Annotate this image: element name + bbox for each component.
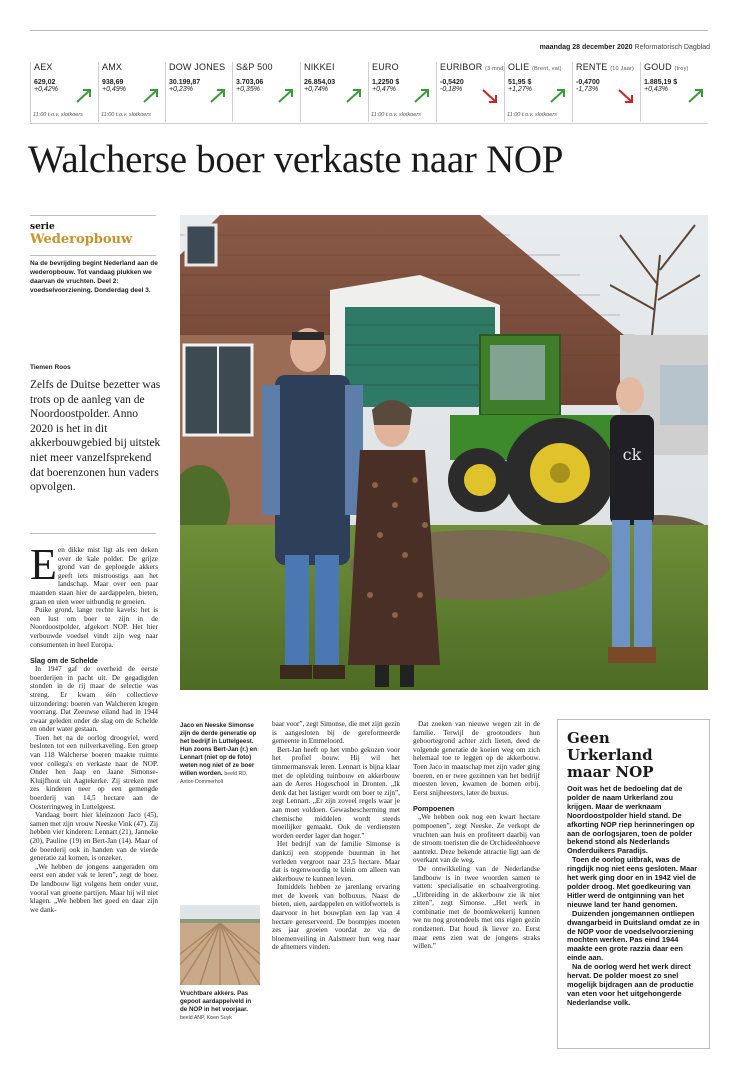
main-photo	[180, 215, 708, 690]
ticker-name	[169, 62, 230, 72]
field-caption-text: Vruchtbare akkers. Pas gepoot aardappelveld in de NOP in het voorjaar.	[180, 990, 252, 1013]
body-paragraph: Inmiddels hebben ze jarenlang ervaring met de kweek van bolbuxus. Naast de bieten, uien, aardappelen en witlofwortels is daarvoor in het bouwplan een lap van 4 hectare gereserveerd. De boompjes moeten zes jaar groeien voordat ze via de bloemenveiling in Aalsmeer hun weg naar de afnemers vinden.	[272, 883, 400, 952]
body-paragraph: Puike grond, lange rechte kavels: het is een lust om boer te zijn in de Noordoostpolder, afgekort NOP. Het hier verbouwde voedsel vindt zijn weg naar consumenten in heel Europa.	[30, 606, 158, 649]
ticker-change: +0,35%	[236, 86, 260, 93]
arrow-up-icon	[142, 88, 160, 104]
arrow-up-icon	[687, 88, 705, 104]
ticker-name-text: RENTE	[576, 62, 608, 72]
ticker-item	[232, 62, 298, 122]
ticker-note: 11:00 t.o.v. slotkoers	[371, 112, 421, 118]
serie-rule	[30, 215, 156, 216]
arrow-up-icon	[345, 88, 363, 104]
body-paragraph: „We hebben ook nog een kwart hectare pompoenen”, zegt Neeske. Ze verkopt de vruchten aan huis en profiteert daarbij van de stroom toeristen die de Orchideeënhoeve aantrekt. Deze bekende attractie ligt aan de overkant van de weg.	[413, 813, 540, 865]
ticker-name-text: AEX	[34, 62, 53, 72]
ticker-change: +0,47%	[372, 86, 396, 93]
ticker-note: 11:00 t.o.v. slotkoers	[101, 112, 151, 118]
ticker-name-text: OLIE	[508, 62, 530, 72]
ticker-name-text: DOW JONES	[169, 62, 226, 72]
author-byline: Tiemen Roos	[30, 364, 71, 371]
farm-family-photo	[180, 215, 708, 690]
photo-credit: beeld RD, Anton Dommerholt	[180, 771, 248, 785]
ticker-change: +0,49%	[102, 86, 126, 93]
ticker-name	[102, 62, 163, 72]
ticker-qualifier: (10 Jaar)	[610, 66, 635, 72]
body-paragraph: Toen het na de oorlog droogviel, werd besloten tot een ruilverkaveling. Een groep van 118 Walcherse boeren maakte ruimte voor collega's en verkaste naar de NOP. Onder hen Jaap en Jaane Simonse-Kluijfhout uit Aagtekerke. Zij streken met zes kinderen neer op een gemengde boerderij van 14,5 hectare aan de Oosterringweg in Luttelgeest.	[30, 733, 158, 811]
ticker-qualifier: (troy)	[674, 66, 689, 72]
sidebar-paragraph: Ooit was het de bedoeling dat de polder de naam Urkerland zou krijgen. Maar de werknaam Noordoostpolder hield stand. De afkorting NOP riep herinneringen op aan de oorlogsjaren, toen de polder bekend stond als Nederlands Onderduikers Paradijs.	[567, 784, 695, 856]
ticker-change: -1,73%	[576, 86, 599, 93]
arrow-down-icon	[481, 88, 499, 104]
market-ticker	[30, 62, 710, 124]
ticker-change: +0,43%	[644, 86, 668, 93]
ticker-value: 1.885,19 $	[644, 79, 678, 86]
ticker-value: -0,4700	[576, 79, 600, 86]
ticker-change: +0,74%	[304, 86, 328, 93]
ticker-note: 11:00 t.o.v. slotkoers	[33, 112, 83, 118]
serie-rule-bottom	[30, 255, 156, 256]
sidebar-box	[557, 719, 710, 1049]
ticker-change: -0,18%	[440, 86, 463, 93]
field-photo-credit: beeld ANP, Koen Suyk	[180, 1015, 232, 1021]
body-column-2	[272, 720, 400, 952]
sidebar-paragraph: Na de oorlog werd het werk direct hervat. De polder moest zo snel mogelijk bijdragen aan de productie van eten voor het uitgehongerde Nederlandse volk.	[567, 962, 694, 1007]
issue-date: maandag 28 december 2020	[539, 44, 633, 51]
ticker-item	[300, 62, 366, 122]
arrow-up-icon	[209, 88, 227, 104]
ticker-note: 11:00 t.o.v. slotkoers	[507, 112, 557, 118]
sidebar-title: Geen Urkerland maar NOP	[567, 729, 654, 781]
series-intro: Na de bevrijding begint Nederland aan de wederopbouw. Tot vandaag plukken we daarvan de vruchten. Deel 2: voedselvoorziening. Donderdag deel 3.	[30, 260, 158, 294]
ticker-name-text: EURIBOR	[440, 62, 483, 72]
serie-name: Wederopbouw	[30, 232, 133, 247]
ticker-item	[572, 62, 638, 122]
ticker-change: +0,23%	[169, 86, 193, 93]
arrow-up-icon	[277, 88, 295, 104]
arrow-up-icon	[413, 88, 431, 104]
ticker-name-text: EURO	[372, 62, 399, 72]
dateline	[520, 44, 710, 51]
body-paragraph: De ontwikkeling van de Nederlandse landbouw is in twee woorden samen te vatten: specialisatie en schaalvergroting. „Uitbreiding in de akkerbouw zie ik niet zitten”, zegt Simonse. „Het werk in combinatie met de boomkwekerij kunnen we nu nog grotendeels met ons eigen gezin rondzetten. Dat houd ik liever zo. Eerst maar eens zien wat de jongens straks willen.”	[413, 864, 540, 951]
ticker-change: +0,42%	[34, 86, 58, 93]
ticker-value: 30.199,87	[169, 79, 201, 86]
ticker-value: 1,2250 $	[372, 79, 400, 86]
body-paragraph: en dikke mist ligt als een deken over de kale polder. De grijze grond van de geploegde akkers geeft iets mistroostigs aan het landschap. Maar over een paar maanden staan hier de aardappelen, bieten, graan en uien weer uitbundig te groeien.	[30, 546, 158, 606]
sidebar-paragraph: Toen de oorlog uitbrak, was de ringdijk nog niet eens gesloten. Maar het werk ging door en in 1942 viel de polder droog. Met goedkeuring van Hitler werd de ontginning van het nieuwe land ter hand genomen.	[567, 855, 698, 909]
sidebar-paragraph: Duizenden jongemannen ontliepen dwangarbeid in Duitsland omdat ze in de NOP voor de voedselvoorziening mochten werken. Pas eind 1944 maakte een grote razzia daar een einde aan.	[567, 908, 700, 963]
lead-rule	[30, 533, 156, 534]
ticker-item	[436, 62, 506, 122]
dropcap: E	[30, 540, 57, 589]
ticker-name	[576, 62, 638, 72]
photo-caption-text: Jaco en Neeske Simonse zijn de derde generatie op het bedrijf in Luttelgeest. Hun zoons Bert-Jan (r.) en Lennart (niet op de foto) weten nog niet of ze boer willen worden.	[180, 722, 258, 777]
subheading: Slag om de Schelde	[30, 656, 98, 666]
arrow-down-icon	[617, 88, 635, 104]
sidebar-text	[567, 785, 700, 1008]
field-caption	[180, 990, 260, 1022]
ticker-item	[165, 62, 230, 122]
body-paragraph: Vandaag boert hier kleinzoon Jaco (45), samen met zijn vrouw Neeske Vink (47). Zij hebben vier kinderen: Lennart (21), Janneke (20), Pauline (19) en Bert-Jan (14). Maar of de boerderij ook in handen van de vierde generatie zal komen, is onzeker.	[30, 811, 158, 863]
field-photo	[180, 905, 260, 985]
serie-label: serie	[30, 222, 55, 232]
ticker-name-text: NIKKEI	[304, 62, 335, 72]
ticker-value: 51,95 $	[508, 79, 532, 86]
potato-field-photo	[180, 905, 260, 985]
body-paragraph: baar voor”, zegt Simonse, die met zijn gezin is aangesloten bij de gereformeerde gemeente in Emmeloord.	[272, 720, 400, 746]
body-column-3	[413, 720, 540, 951]
top-rule	[30, 30, 708, 31]
subheading: Pompoenen	[413, 804, 455, 814]
headline: Walcherse boer verkaste naar NOP	[28, 138, 564, 181]
ticker-name-text: AMX	[102, 62, 123, 72]
ticker-value: 3.703,06	[236, 79, 264, 86]
body-paragraph: Bert-Jan heeft op het vmbo gekozen voor het profiel bouw. Hij wil het timmermansvak leren. Lennart is bijna klaar met de opleiding tuinbouw en akkerbouw aan de Aeres Hogeschool in Dronten. „Ik denk dat het lastiger wordt om boer te zijn”, zegt Lennart. „Er zijn zoveel regels waar je aan moet voldoen. Gewasbescherming met chemische middelen wordt steeds moeilijker gemaakt. Ook de verdiensten worden eerder lager dan hoger.”	[272, 745, 400, 840]
ticker-value: 26.854,03	[304, 79, 336, 86]
lead-paragraph: Zelfs de Duitse bezetter was trots op de aanleg van de Noordoostpolder. Anno 2020 is het in dit akkerbouwgebied bij uitstek niet meer vanzelfsprekend dat boerenzonen hun vaders opvolgen.	[30, 379, 161, 494]
ticker-name	[372, 62, 434, 72]
ticker-qualifier: (3 mnd)	[485, 66, 506, 72]
body-paragraph: Dat zoeken van nieuwe wegen zit in de familie. Terwijl de grootouders hun geboortegrond achter zich lieten, deed de volgende generatie de koeien weg om zich helemaal toe te leggen op de akkerbouw. Toen Jaco in maatschap met zijn vader ging boeren, en er twee gezinnen van het bedrijf moesten leven, kwamen de bomen erbij. Eerst snijheesters, later de buxus.	[413, 720, 540, 797]
ticker-change: +1,27%	[508, 86, 532, 93]
svg-text:ck: ck	[622, 445, 642, 464]
ticker-name	[34, 62, 96, 72]
arrow-up-icon	[75, 88, 93, 104]
photo-caption	[180, 722, 260, 786]
arrow-up-icon	[549, 88, 567, 104]
body-paragraph: Het bedrijf van de familie Simonse is dankzij een stoppende buurman in het verleden vergroot naar 23,5 hectare. Maar dat is tegenwoordig te klein om alleen van akkerbouw te kunnen leven.	[272, 840, 400, 883]
publication-name: Reformatorisch Dagblad	[634, 44, 710, 51]
ticker-value: 938,69	[102, 79, 124, 86]
ticker-name	[304, 62, 366, 72]
ticker-item	[640, 62, 708, 122]
ticker-name	[644, 62, 708, 72]
ticker-name	[440, 62, 506, 72]
ticker-name	[508, 62, 570, 72]
body-paragraph: In 1947 gaf de overheid de eerste boerderijen in pacht uit. De gegadigden stonden in de rij maar de selectie was streng. Er kwam één collectieve uitzondering: boeren van Walcheren kregen voorrang. Dat Zeeuwse eiland had in 1944 zwaar geleden onder de slag om de Schelde en onder water gestaan.	[30, 665, 158, 734]
ticker-value: -0,5420	[440, 79, 464, 86]
body-paragraph: „We hebben de jongens aangeraden om eerst een ander vak te leren”, zegt de boer. De landbouw ligt volgens hem onder vuur, vooral van groene partijen. Maar hij wil niet klagen. „We hebben het goed en daar zijn we dank-	[30, 862, 158, 914]
ticker-value: 629,02	[34, 79, 56, 86]
ticker-rule	[30, 123, 708, 124]
ticker-qualifier: (Brent, vat)	[532, 66, 562, 72]
ticker-name	[236, 62, 298, 72]
ticker-name-text: S&P 500	[236, 62, 273, 72]
body-column-1	[30, 540, 158, 914]
ticker-name-text: GOUD	[644, 62, 672, 72]
